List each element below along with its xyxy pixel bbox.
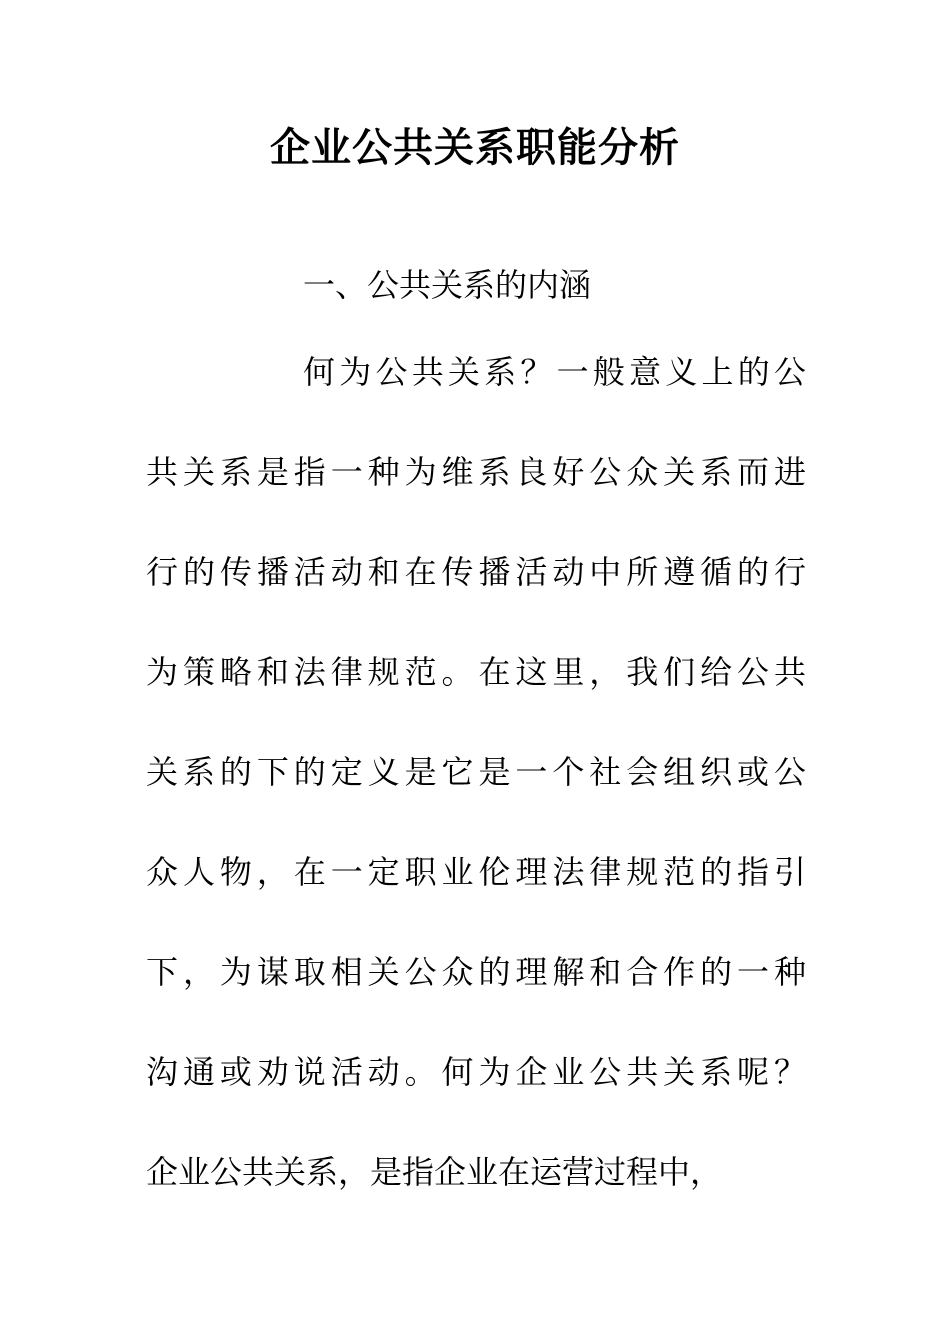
body-text-line: 下，为谋取相关公众的理解和合作的一种 [146, 953, 806, 991]
body-text-line: 行的传播活动和在传播活动中所遵循的行 [146, 553, 806, 591]
section-heading: 一、公共关系的内涵 [303, 266, 592, 304]
body-text-line: 共关系是指一种为维系良好公众关系而进 [146, 453, 806, 491]
document-title: 企业公共关系职能分析 [270, 124, 680, 171]
body-text-line: 关系的下的定义是它是一个社会组织或公 [146, 753, 806, 791]
body-text-line: 企业公共关系，是指企业在运营过程中， [146, 1153, 723, 1191]
body-text-line: 众人物，在一定职业伦理法律规范的指引 [146, 853, 806, 891]
body-text-line: 何为公共关系？一般意义上的公 [303, 353, 806, 391]
body-text-line: 沟通或劝说活动。何为企业公共关系呢？ [146, 1053, 806, 1091]
body-text-line: 为策略和法律规范。在这里，我们给公共 [146, 653, 806, 691]
